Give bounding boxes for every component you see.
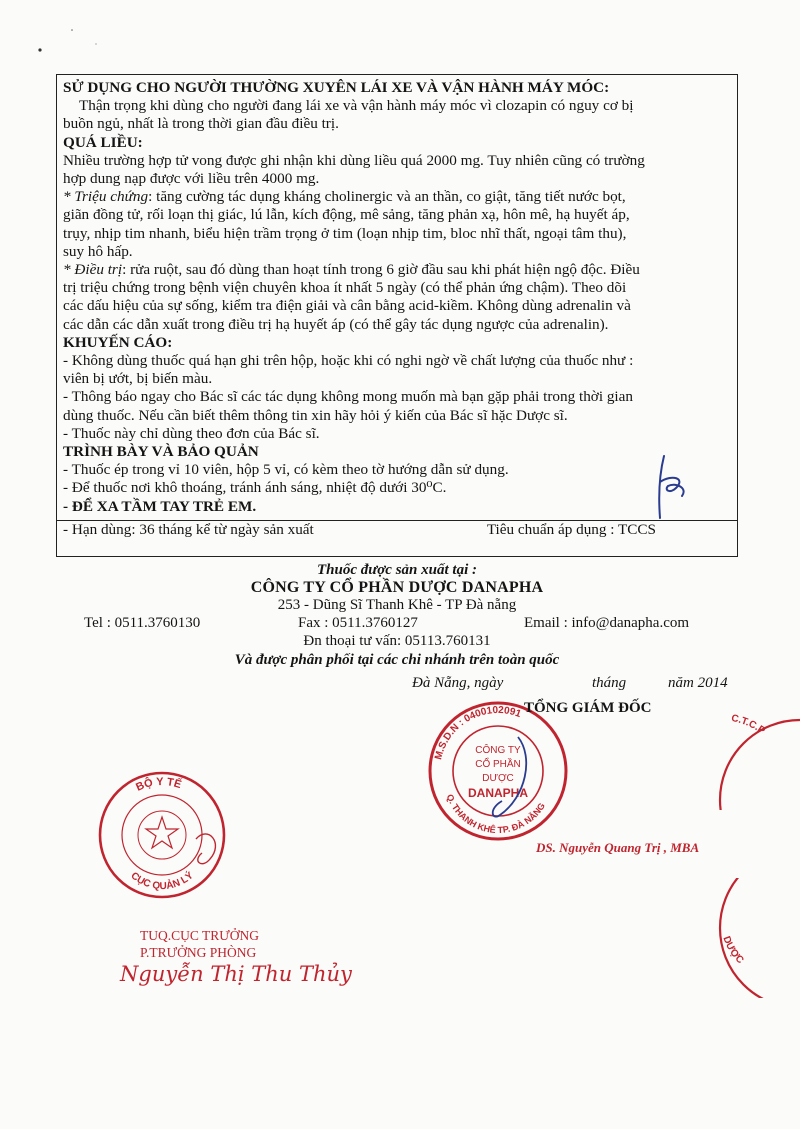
handwritten-initial-mark — [646, 452, 696, 522]
symptoms-line-4: suy hô hấp. — [63, 242, 133, 260]
ministry-seal — [92, 765, 232, 905]
packaging-line-2: - Để thuốc nơi khô thoáng, tránh ánh sáng, nhiệt độ dưới 30⁰C. — [63, 479, 447, 497]
overdose-heading: QUÁ LIỀU: — [63, 133, 143, 151]
fax: Fax : 0511.3760127 — [298, 615, 418, 631]
company-address: 253 - Dũng Sĩ Thanh Khê - TP Đà nẵng — [277, 597, 517, 613]
authority-caption-1: TUQ.CỤC TRƯỞNG — [140, 928, 259, 943]
authority-caption-2: P.TRƯỞNG PHÒNG — [140, 945, 257, 960]
svg-text:BỘ Y TẾ — [134, 776, 183, 794]
symptoms-label: * Triệu chứng — [63, 188, 149, 206]
warnings-line-2: viên bị ướt, bị biến màu. — [63, 370, 213, 388]
treatment-line-2: trị triệu chứng trong bệnh viện chuyên khoa ít nhất 5 ngày (có thể phản ứng chậm). Theo dõi — [63, 279, 627, 297]
telephone: Tel : 0511.3760130 — [84, 615, 201, 631]
quality-standard: Tiêu chuẩn áp dụng : TCCS — [486, 520, 656, 538]
seal-ring-bottom: Q. THANH KHÊ TP. ĐÀ NẴNG — [444, 792, 547, 836]
driving-heading: SỬ DỤNG CHO NGƯỜI THƯỜNG XUYÊN LÁI XE VÀ VẬN HÀNH MÁY MÓC: — [63, 79, 610, 96]
made-by-label: Thuốc được sản xuất tại : — [317, 562, 477, 578]
warnings-heading: KHUYẾN CÁO: — [63, 333, 173, 351]
company-seal — [422, 697, 574, 845]
partial-seal-text-2: DƯỢC — [720, 934, 746, 967]
seal-line-3: DƯỢC — [482, 773, 514, 784]
symptoms-line-1 — [63, 188, 731, 206]
warnings-line-1: - Không dùng thuốc quá hạn ghi trên hộp, hoặc khi có nghi ngờ về chất lượng của thuốc như : — [63, 352, 634, 370]
partial-seal-text: C.T.C.P — [730, 712, 767, 737]
driving-line-1: Thận trọng khi dùng cho người đang lái xe và vận hành máy móc vì clozapin có nguy cơ bị — [79, 97, 634, 115]
director-title: TỔNG GIÁM ĐỐC — [524, 700, 652, 716]
email: Email : info@danapha.com — [524, 615, 690, 631]
seal-line-2: CỔ PHẦN — [475, 759, 521, 770]
shelf-life: - Hạn dùng: 36 tháng kể từ ngày sản xuất — [63, 520, 314, 538]
svg-text:C.T.C.P — [730, 713, 767, 737]
ministry-ring-bottom: CỤC QUẢN LÝ — [128, 870, 196, 893]
overdose-line-2: hợp dung nạp được với liều trên 4000 mg. — [63, 170, 320, 188]
treatment-line-3: các dấu hiệu của sự sống, kiểm tra điện giải và cân bằng acid-kiềm. Không dùng adrenalin và — [63, 297, 631, 315]
treatment-line-4: các dẫn các dẫn xuất trong điều trị hạ huyết áp (có thể gây tác dụng ngược của adrenalin). — [63, 315, 609, 333]
packaging-heading: TRÌNH BÀY VÀ BẢO QUẢN — [63, 443, 259, 461]
treatment-label: * Điều trị — [63, 261, 123, 279]
leaflet-content-box — [56, 74, 738, 557]
overdose-line-1: Nhiều trường hợp tử vong được ghi nhận khi dùng liều quá 2000 mg. Tuy nhiên cũng có trường — [63, 151, 645, 169]
packaging-line-1: - Thuốc ép trong vỉ 10 viên, hộp 5 vỉ, có kèm theo tờ hướng dẫn sử dụng. — [63, 461, 509, 479]
symptoms-line-2: giãn đồng tử, rối loạn thị giác, lú lẫn, kích động, mê sảng, tăng phản xạ, hôn mê, hạ huyết áp, — [63, 206, 630, 224]
company-name: CÔNG TY CỔ PHẦN DƯỢC DANAPHA — [250, 579, 544, 596]
date-year: năm 2014 — [668, 675, 728, 691]
children-warning: - ĐỂ XA TẦM TAY TRẺ EM. — [63, 497, 257, 515]
ministry-ring-top: BỘ Y TẾ — [134, 775, 183, 794]
director-signer-name: DS. Nguyễn Quang Trị , MBA — [536, 840, 700, 855]
hotline: Đn thoại tư vấn: 05113.760131 — [303, 633, 491, 649]
symptoms-text-1: : tăng cường tác dụng kháng cholinergic và an thần, co giật, tăng tiết nước bọt, — [148, 188, 626, 206]
date-month: tháng — [592, 675, 627, 691]
seal-line-4: DANAPHA — [468, 786, 528, 800]
expiry-row — [63, 521, 731, 539]
driving-line-2: buồn ngủ, nhất là trong thời gian đầu điều trị. — [63, 115, 339, 133]
distribution-note: Và được phân phối tại các chi nhánh trên toàn quốc — [234, 652, 560, 668]
seal-line-1: CÔNG TY — [475, 745, 521, 756]
warnings-line-3: - Thông báo ngay cho Bác sĩ các tác dụng không mong muốn mà bạn gặp phải trong thời gian — [63, 388, 633, 406]
partial-seal-bottom — [705, 878, 800, 998]
svg-text:CỤC QUẢN LÝ — [129, 869, 196, 893]
symptoms-line-3: trụy, nhịp tim nhanh, biểu hiện trầm trọng ở tim (loạn nhịp tim, bloc nhĩ thất, ngoại tâm thu), — [63, 224, 627, 242]
warnings-line-5: - Thuốc này chỉ dùng theo đơn của Bác sĩ. — [63, 424, 320, 442]
warnings-line-4: dùng thuốc. Nếu cần biết thêm thông tin xin hãy hỏi ý kiến của Bác sĩ hặc Dược sĩ. — [63, 406, 568, 424]
authority-signature: Nguyễn Thị Thu Thủy — [120, 962, 352, 986]
treatment-line-1 — [63, 261, 731, 279]
seal-ring-top: M.S.D.N : 0400102091 — [433, 704, 523, 761]
scan-specks — [0, 0, 120, 60]
place-date: Đà Nẵng, ngày — [412, 675, 504, 691]
treatment-text-1: : rửa ruột, sau đó dùng than hoạt tính trong 6 giờ đầu sau khi phát hiện ngộ độc. Điều — [122, 261, 640, 279]
partial-seal-top — [700, 700, 800, 810]
